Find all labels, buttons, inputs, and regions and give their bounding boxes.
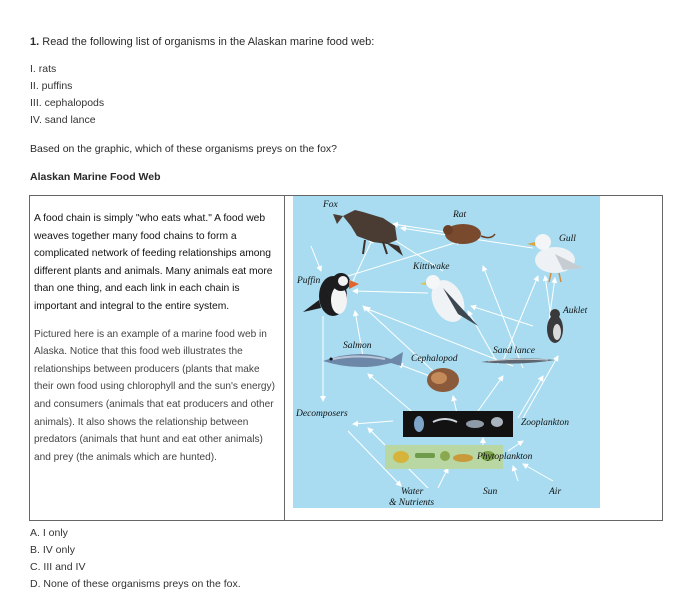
label-fox: Fox — [323, 200, 338, 210]
answer-b[interactable]: B. IV only — [30, 544, 75, 556]
passage-paragraph-1: A food chain is simply "who eats what." A food web weaves together many food chains to form a complicated network of feeding relationships among different plants and animals. Many animals eat more than one thing, and each link in each chain is important and integral to the entire system. — [34, 213, 273, 312]
label-puffin: Puffin — [297, 276, 321, 286]
auklet-icon — [547, 309, 563, 343]
salmon-icon — [323, 352, 403, 367]
passage-text — [30, 196, 285, 520]
passage-table — [29, 195, 663, 521]
label-auklet: Auklet — [563, 306, 588, 316]
answer-c[interactable]: C. III and IV — [30, 561, 86, 573]
question-text: Read the following list of organisms in the Alaskan marine food web: — [42, 36, 375, 48]
question-prompt: Based on the graphic, which of these organisms preys on the fox? — [30, 143, 338, 155]
label-decomposers: Decomposers — [296, 409, 348, 419]
zooplankton-icon — [403, 411, 513, 437]
label-water: Water — [401, 487, 424, 497]
kittiwake-icon — [420, 275, 478, 328]
food-web-diagram — [293, 196, 600, 508]
label-gull: Gull — [559, 234, 576, 244]
question-title — [30, 36, 374, 48]
option-ii: II. puffins — [30, 80, 73, 92]
label-sun: Sun — [483, 487, 498, 497]
section-heading: Alaskan Marine Food Web — [30, 171, 161, 183]
label-kittiwake: Kittiwake — [413, 262, 450, 272]
option-iii: III. cephalopods — [30, 97, 105, 109]
label-nutrients: & Nutrients — [389, 498, 435, 508]
label-phytoplankton: Phytoplankton — [477, 452, 533, 462]
option-i: I. rats — [30, 63, 57, 75]
passage-paragraph-2: Pictured here is an example of a marine food web in Alaska. Notice that this food web illustrates the relationships between producers (plants that make their own food using chlorophyll and the sun's energy) and consumers (animals that eat producers and other animals). It also shows the relationship between predators (animals that hunt and eat other animals) and prey (the animals which are hunted). — [34, 328, 275, 463]
label-sand-lance: Sand lance — [493, 346, 535, 356]
label-air: Air — [549, 487, 562, 497]
cephalopod-icon — [427, 368, 459, 392]
answer-d[interactable]: D. None of these organisms preys on the fox. — [30, 578, 241, 590]
food-web-arrows — [293, 196, 600, 508]
label-salmon: Salmon — [343, 341, 372, 351]
label-rat: Rat — [453, 210, 467, 220]
option-iv: IV. sand lance — [30, 114, 96, 126]
label-cephalopod: Cephalopod — [411, 354, 458, 364]
answer-a[interactable]: A. I only — [30, 527, 68, 539]
sand-lance-icon — [481, 358, 555, 363]
label-zooplankton: Zooplankton — [521, 418, 570, 428]
question-number: 1. — [30, 36, 40, 48]
